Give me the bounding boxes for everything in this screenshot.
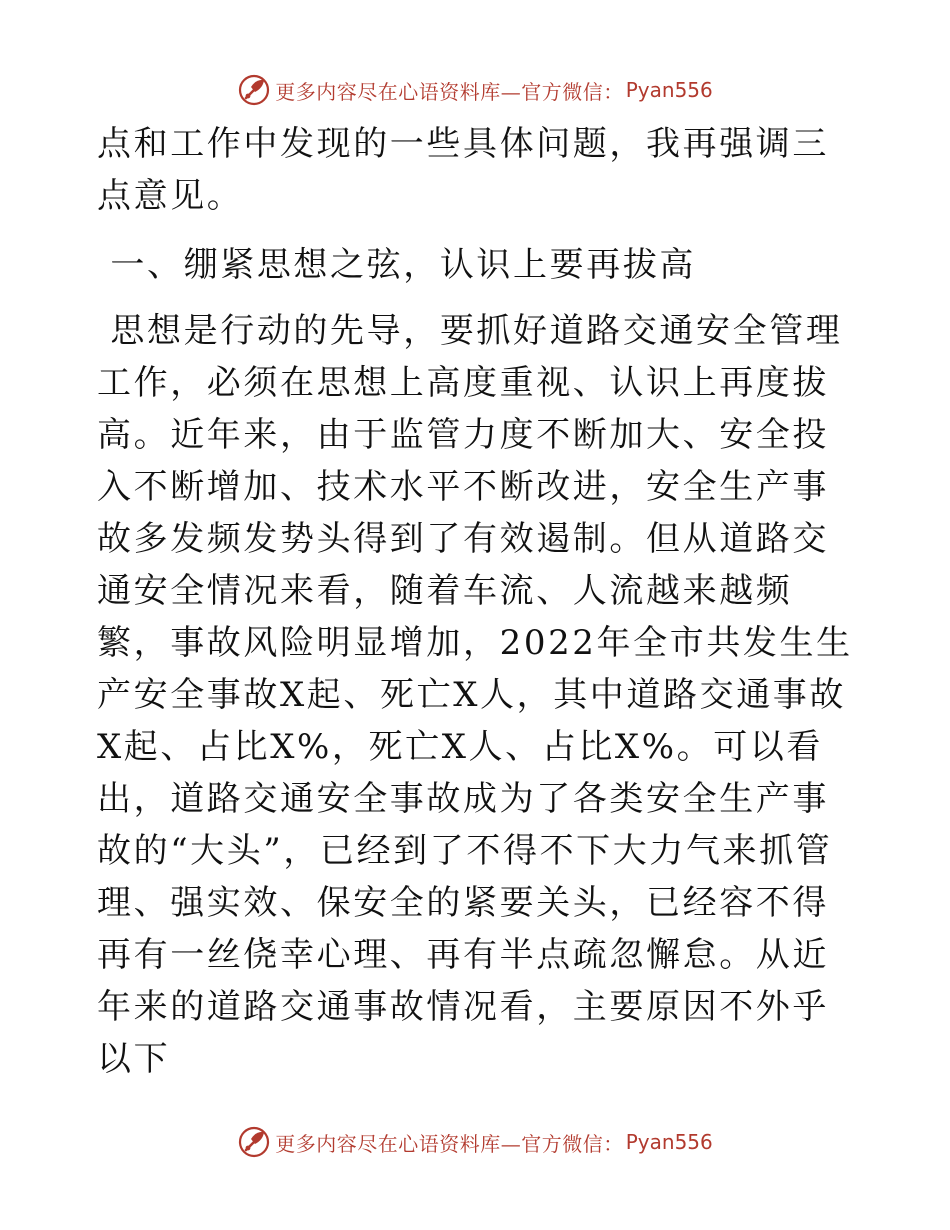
header-watermark	[0, 70, 950, 110]
quill-seal-logo-icon	[237, 73, 271, 107]
footer-watermark	[0, 1122, 950, 1162]
quill-seal-logo-icon	[237, 1125, 271, 1159]
watermark-text: 更多内容尽在心语资料库—官方微信：	[275, 79, 624, 104]
paragraph-body: 思想是行动的先导，要抓好道路交通安全管理工作，必须在思想上高度重视、认识上再度拔高。近年来，由于监管力度不断加大、安全投入不断增加、技术水平不断改进，安全生产事故多发频发势头得到了有效遏制。但从道路交通安全情况来看，随着车流、人流越来越频繁，事故风险明显增加，2022年全市共发生生产安全事故X起、死亡X人，其中道路交通事故X起、占比X%，死亡X人、占比X%。可以看出，道路交通安全事故成为了各类安全生产事故的“大头”，已经到了不得不下大力气来抓管理、强实效、保安全的紧要关头，已经容不得再有一丝侥幸心理、再有半点疏忽懈怠。从近年来的道路交通事故情况看，主要原因不外乎以下	[97, 311, 853, 1079]
watermark-text: 更多内容尽在心语资料库—官方微信：	[275, 1131, 624, 1156]
watermark-wechat-id: Pyan556	[625, 78, 713, 102]
paragraph-continued: 点和工作中发现的一些具体问题，我再强调三点意见。	[97, 124, 829, 216]
watermark-wechat-id: Pyan556	[625, 1130, 713, 1154]
document-body	[97, 118, 857, 1085]
section-heading: 一、绷紧思想之弦，认识上要再拔高	[97, 245, 697, 285]
